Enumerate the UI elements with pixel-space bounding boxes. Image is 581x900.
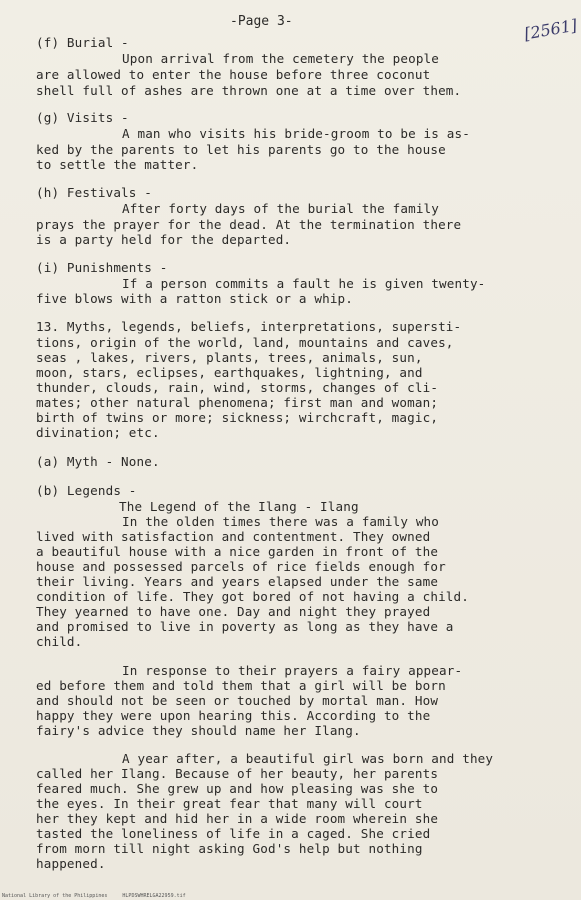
text-line: and promised to live in poverty as long as they have a bbox=[36, 619, 454, 634]
text-line: They yearned to have one. Day and night they prayed bbox=[36, 604, 431, 619]
text-line: child. bbox=[36, 634, 83, 649]
text-line: happened. bbox=[36, 856, 106, 871]
text-line: house and possessed parcels of rice fields enough for bbox=[36, 559, 446, 574]
text-line: tions, origin of the world, land, mountains and caves, bbox=[36, 335, 454, 350]
scan-footer-caption: National Library of the Philippines HLPDSWHRELGA22959.tif bbox=[2, 893, 186, 899]
text-line: and should not be seen or touched by mortal man. How bbox=[36, 693, 439, 708]
text-line: their living. Years and years elapsed under the same bbox=[36, 574, 439, 589]
text-line: are allowed to enter the house before three coconut bbox=[36, 67, 431, 82]
text-line: (f) Burial - bbox=[36, 35, 129, 50]
text-line: her they kept and hid her in a wide room wherein she bbox=[36, 811, 439, 826]
text-line: a beautiful house with a nice garden in front of the bbox=[36, 544, 439, 559]
text-line: In the olden times there was a family who bbox=[122, 514, 440, 529]
text-line: ked by the parents to let his parents go to the house bbox=[36, 142, 446, 157]
text-line: A year after, a beautiful girl was born and they bbox=[122, 751, 494, 766]
text-line: Upon arrival from the cemetery the people bbox=[122, 51, 440, 66]
text-line: thunder, clouds, rain, wind, storms, changes of cli- bbox=[36, 380, 439, 395]
text-line: lived with satisfaction and contentment. They owned bbox=[36, 529, 431, 544]
text-line: mates; other natural phenomena; first man and woman; bbox=[36, 395, 439, 410]
text-line: (a) Myth - None. bbox=[36, 454, 160, 469]
text-line: feared much. She grew up and how pleasing was she to bbox=[36, 781, 439, 796]
text-line: birth of twins or more; sickness; wirchcraft, magic, bbox=[36, 410, 439, 425]
text-line: divination; etc. bbox=[36, 425, 160, 440]
handwritten-reference-number: [2561] bbox=[522, 15, 579, 44]
text-line: After forty days of the burial the family bbox=[122, 201, 440, 216]
page-number: -Page 3- bbox=[230, 14, 293, 29]
text-line: (g) Visits - bbox=[36, 110, 129, 125]
text-line: A man who visits his bride-groom to be is as- bbox=[122, 126, 470, 141]
text-line: five blows with a ratton stick or a whip. bbox=[36, 291, 354, 306]
text-line: from morn till night asking God's help but nothing bbox=[36, 841, 423, 856]
text-line: shell full of ashes are thrown one at a time over them. bbox=[36, 83, 462, 98]
text-line: moon, stars, eclipses, earthquakes, lightning, and bbox=[36, 365, 423, 380]
text-line: (b) Legends - bbox=[36, 483, 137, 498]
text-line: seas , lakes, rivers, plants, trees, animals, sun, bbox=[36, 350, 423, 365]
text-line: In response to their prayers a fairy appear- bbox=[122, 663, 463, 678]
text-line: (h) Festivals - bbox=[36, 185, 152, 200]
text-line: 13. Myths, legends, beliefs, interpretations, supersti- bbox=[36, 319, 462, 334]
text-line: happy they were upon hearing this. According to the bbox=[36, 708, 431, 723]
text-line: tasted the loneliness of life in a caged. She cried bbox=[36, 826, 431, 841]
text-line: to settle the matter. bbox=[36, 157, 199, 172]
text-line: If a person commits a fault he is given twenty- bbox=[122, 276, 486, 291]
text-line: (i) Punishments - bbox=[36, 260, 168, 275]
text-line: called her Ilang. Because of her beauty, her parents bbox=[36, 766, 439, 781]
text-line: prays the prayer for the dead. At the termination there bbox=[36, 217, 462, 232]
text-line: The Legend of the Ilang - Ilang bbox=[119, 499, 359, 514]
text-line: fairy's advice they should name her Ilang. bbox=[36, 723, 361, 738]
text-line: is a party held for the departed. bbox=[36, 232, 292, 247]
text-line: ed before them and told them that a girl will be born bbox=[36, 678, 446, 693]
text-line: condition of life. They got bored of not having a child. bbox=[36, 589, 469, 604]
text-line: the eyes. In their great fear that many will court bbox=[36, 796, 423, 811]
